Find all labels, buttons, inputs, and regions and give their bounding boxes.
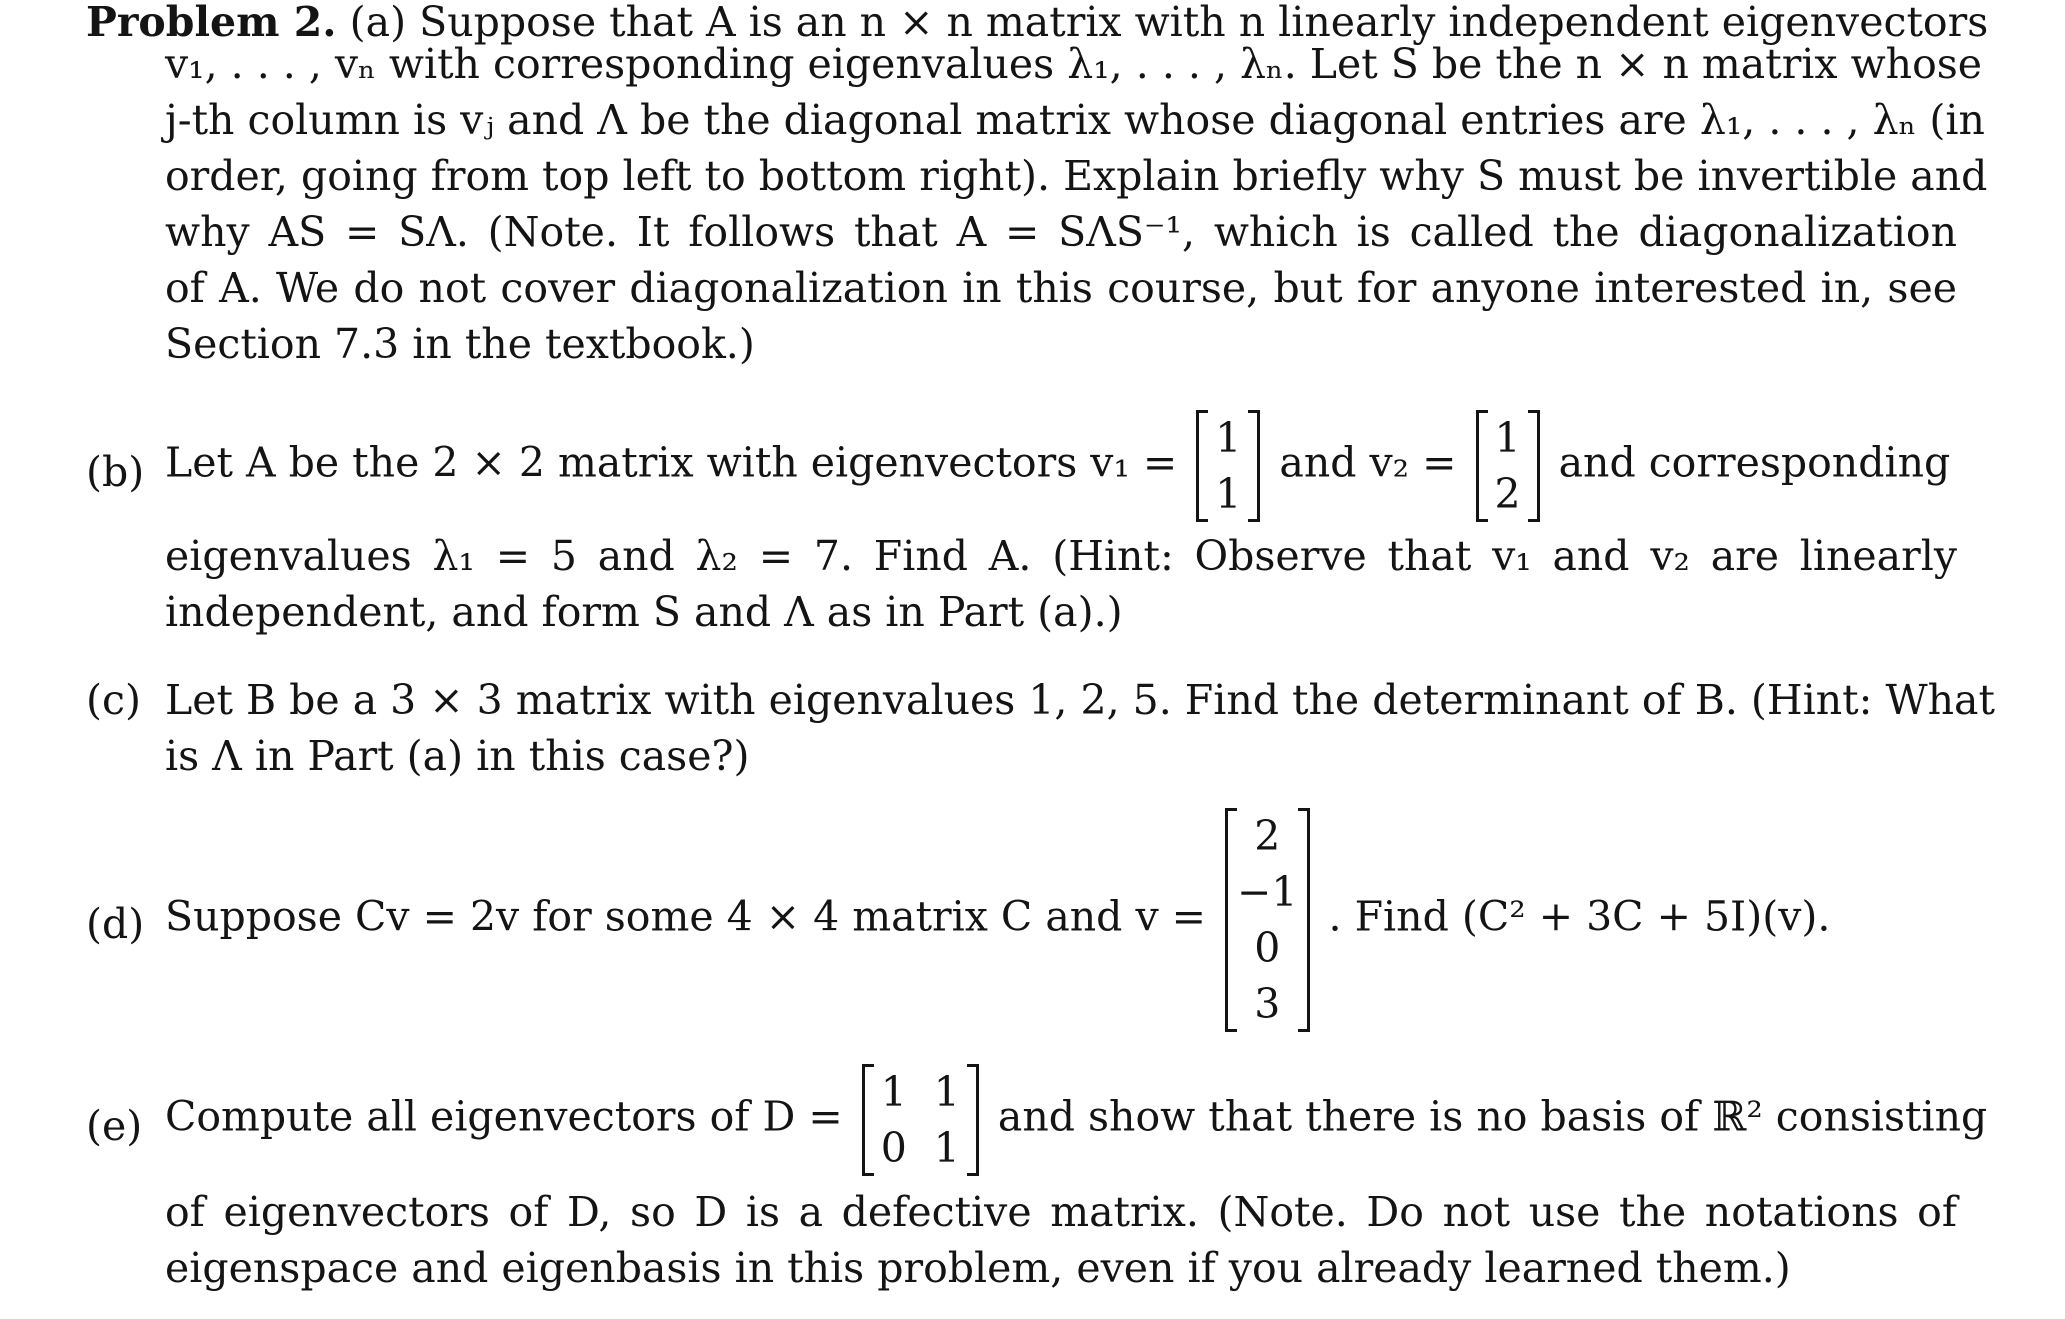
part-e-line-2: of eigenvectors of D, so D is a defective matrix. (Note. Do not use the notations of: [165, 1188, 1957, 1236]
vector-v: [1225, 808, 1309, 1032]
D-entry: 0: [880, 1124, 907, 1172]
matrix-D: [862, 1064, 979, 1176]
part-b-text-mid: and v₂ =: [1279, 438, 1457, 487]
part-a-line-2: v₁, . . . , vₙ with corresponding eigenvalues λ₁, . . . , λₙ. Let S be the n × n matrix whose: [165, 40, 1983, 88]
part-e-text-pre: Compute all eigenvectors of D =: [165, 1092, 843, 1141]
v-entry: 3: [1254, 980, 1281, 1028]
D-entry: 1: [880, 1068, 907, 1116]
part-b-line-3: independent, and form S and Λ as in Part (a).): [165, 588, 1123, 636]
part-b-line-1: [165, 410, 1957, 522]
part-d-line: [165, 808, 1957, 1032]
vector-v1: [1196, 410, 1260, 522]
part-c-line-2: is Λ in Part (a) in this case?): [165, 732, 750, 780]
part-a-line-6: of A. We do not cover diagonalization in this course, but for anyone interested in, see: [165, 264, 1957, 312]
part-e-label: (e): [86, 1102, 143, 1150]
vector-v2: [1476, 410, 1540, 522]
v2-entry: 2: [1494, 470, 1521, 518]
part-b-text-post: and corresponding: [1558, 438, 1951, 487]
part-a-label: (a): [349, 0, 407, 46]
part-e-text-post: and show that there is no basis of ℝ² consisting: [997, 1092, 1988, 1141]
part-a-line-3: j-th column is vⱼ and Λ be the diagonal matrix whose diagonal entries are λ₁, . . . , λₙ (in: [165, 96, 1985, 144]
part-a-line-4: order, going from top left to bottom right). Explain briefly why S must be invertible and: [165, 152, 1988, 200]
v-entry: 0: [1254, 924, 1281, 972]
part-d-text-post: . Find (C² + 3C + 5I)(v).: [1328, 892, 1831, 941]
v1-entry: 1: [1215, 414, 1242, 462]
part-b-line-2: eigenvalues λ₁ = 5 and λ₂ = 7. Find A. (Hint: Observe that v₁ and v₂ are linearly: [165, 532, 1957, 580]
part-a-line-1: Suppose that A is an n × n matrix with n linearly independent eigenvectors: [419, 0, 1989, 46]
part-e-line-1: [165, 1064, 1988, 1176]
part-d-label: (d): [86, 900, 145, 948]
v-entry: −1: [1237, 868, 1298, 916]
part-d-text-pre: Suppose Cv = 2v for some 4 × 4 matrix C and v =: [165, 892, 1206, 941]
part-b-text-pre: Let A be the 2 × 2 matrix with eigenvectors v₁ =: [165, 438, 1178, 487]
v-entry: 2: [1254, 812, 1281, 860]
D-entry: 1: [933, 1124, 960, 1172]
part-e-line-3: eigenspace and eigenbasis in this problem, even if you already learned them.): [165, 1244, 1791, 1292]
part-c-line-1: Let B be a 3 × 3 matrix with eigenvalues 1, 2, 5. Find the determinant of B. (Hint: What: [165, 676, 1995, 724]
problem-heading: Problem 2.: [86, 0, 337, 46]
v1-entry: 1: [1215, 470, 1242, 518]
D-entry: 1: [933, 1068, 960, 1116]
part-b-label: (b): [86, 448, 145, 496]
v2-entry: 1: [1494, 414, 1521, 462]
part-a-line-5: why AS = SΛ. (Note. It follows that A = SΛS⁻¹, which is called the diagonalization: [165, 208, 1957, 256]
part-a-line-7: Section 7.3 in the textbook.): [165, 320, 755, 368]
part-c-label: (c): [86, 676, 141, 724]
